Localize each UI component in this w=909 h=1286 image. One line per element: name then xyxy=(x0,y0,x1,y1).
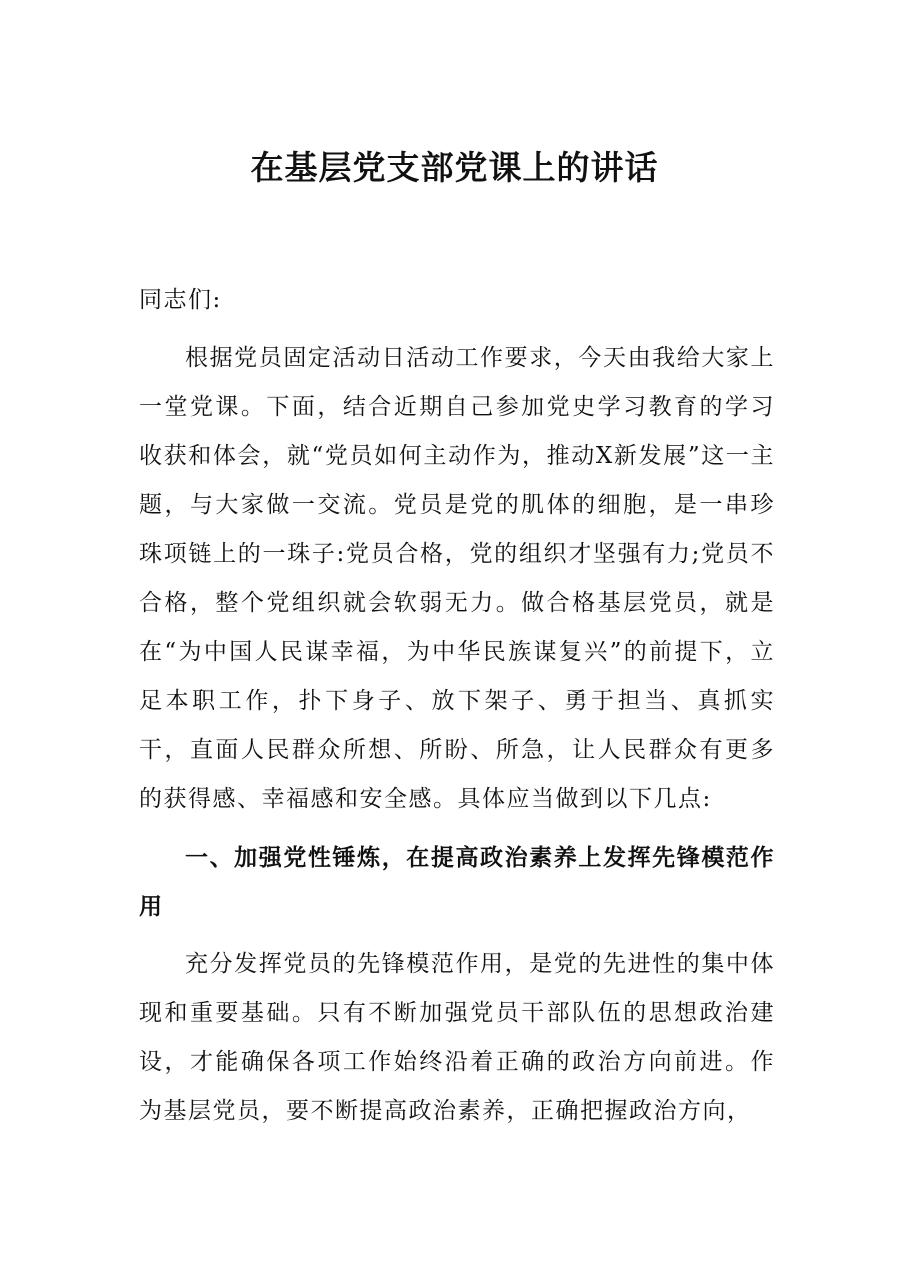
intro-paragraph: 根据党员固定活动日活动工作要求，今天由我给大家上一堂党课。下面，结合近期自己参加党史学习教育的学习收获和体会，就“党员如何主动作为，推动X新发展”这一主题，与大家做一交流。党员是党的肌体的细胞，是一串珍珠项链上的一珠子:党员合格，党的组织才坚强有力;党员不合格，整个党组织就会软弱无力。做合格基层党员，就是在“为中国人民谋幸福，为中华民族谋复兴”的前提下，立足本职工作，扑下身子、放下架子、勇于担当、真抓实干，直面人民群众所想、所盼、所急，让人民群众有更多的获得感、幸福感和安全感。具体应当做到以下几点: xyxy=(139,345,775,812)
document-body xyxy=(139,276,775,1136)
document-title: 在基层党支部党课上的讲话 xyxy=(250,148,659,187)
section-paragraph: 充分发挥党员的先锋模范作用，是党的先进性的集中体现和重要基础。只有不断加强党员干部队伍的思想政治建设，才能确保各项工作始终沿着正确的政治方向前进。作为基层党员，要不断提高政治素养，正确把握政治方向， xyxy=(139,951,775,1124)
salutation: 同志们: xyxy=(139,287,222,313)
section-heading: 一、加强党性锤炼，在提高政治素养上发挥先锋模范作用 xyxy=(139,844,775,920)
